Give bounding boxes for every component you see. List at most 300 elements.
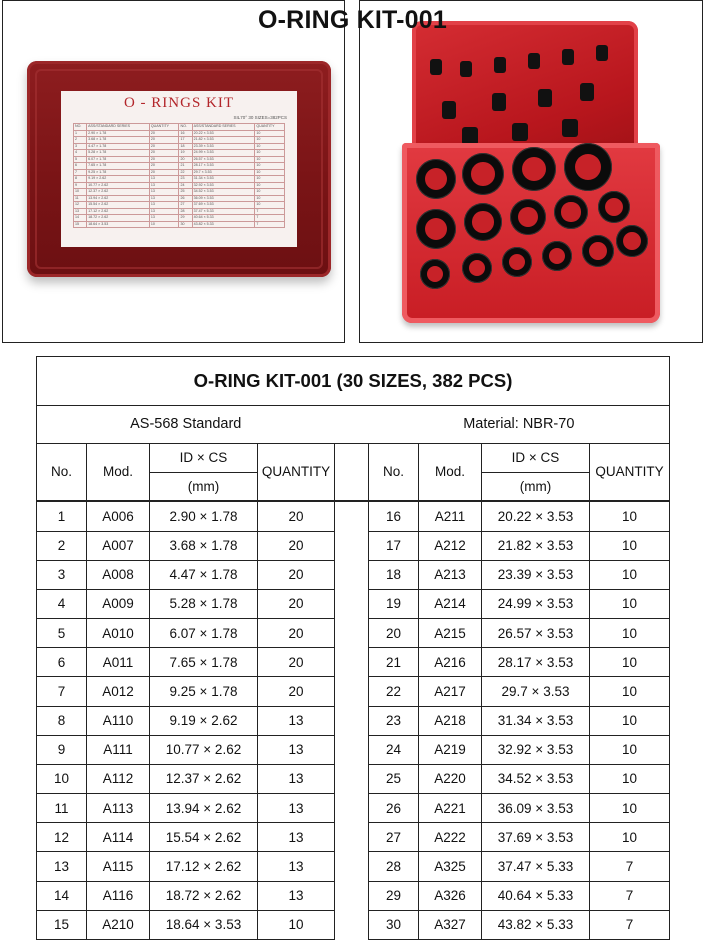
box-label-size: 37.69 × 3.53 <box>192 202 255 209</box>
row-no: 26 <box>369 794 419 823</box>
row-no: 11 <box>37 794 87 823</box>
row-no: 27 <box>369 823 419 852</box>
case-tray <box>402 143 660 323</box>
row-no: 1 <box>37 501 87 531</box>
box-label-header: ASS/STANDARD SERIES <box>192 124 255 131</box>
column-gap <box>335 910 369 939</box>
row-size: 32.92 × 3.53 <box>482 735 590 764</box>
row-quantity: 10 <box>590 648 670 677</box>
row-quantity: 10 <box>590 735 670 764</box>
box-label-no: 9 <box>74 182 87 189</box>
o-ring <box>502 247 532 277</box>
row-mod: A116 <box>87 881 150 910</box>
row-mod: A010 <box>87 619 150 648</box>
box-label-no: 19 <box>179 150 192 157</box>
row-mod: A115 <box>87 852 150 881</box>
ring-clip <box>528 53 540 69</box>
box-label-no: 28 <box>179 208 192 215</box>
row-no: 18 <box>369 560 419 589</box>
row-no: 7 <box>37 677 87 706</box>
row-mod: A008 <box>87 560 150 589</box>
row-no: 14 <box>37 881 87 910</box>
box-label-qty: 10 <box>255 163 285 170</box>
row-no: 3 <box>37 560 87 589</box>
row-no: 12 <box>37 823 87 852</box>
header-unit: (mm) <box>482 472 590 501</box>
row-quantity: 10 <box>590 794 670 823</box>
header-quantity: QUANTITY <box>258 443 335 501</box>
row-size: 18.64 × 3.53 <box>150 910 258 939</box>
box-label-qty: 7 <box>255 208 285 215</box>
table-row <box>37 910 670 939</box>
open-kit-photo <box>359 0 703 343</box>
row-mod: A212 <box>419 531 482 560</box>
box-label-no: 4 <box>74 150 87 157</box>
box-label-no: 30 <box>179 221 192 228</box>
box-label-size: 13.94 × 2.62 <box>87 195 150 202</box>
box-label-size: 24.99 × 3.53 <box>192 150 255 157</box>
column-gap <box>335 648 369 677</box>
table-row <box>37 677 670 706</box>
table-row <box>37 531 670 560</box>
box-label-size: 12.37 × 2.62 <box>87 189 150 196</box>
ring-clip <box>460 61 472 77</box>
row-quantity: 20 <box>258 589 335 618</box>
box-label-size: 6.07 × 1.78 <box>87 156 150 163</box>
box-label-size: 29.7 × 3.53 <box>192 169 255 176</box>
ring-clip <box>580 83 594 101</box>
table-row <box>37 706 670 735</box>
row-mod: A114 <box>87 823 150 852</box>
row-no: 16 <box>369 501 419 531</box>
row-no: 4 <box>37 589 87 618</box>
box-label-qty: 13 <box>149 202 179 209</box>
box-label-qty: 10 <box>255 143 285 150</box>
o-ring <box>554 195 588 229</box>
material-label: Material: NBR-70 <box>369 406 670 443</box>
row-mod: A006 <box>87 501 150 531</box>
box-label-header: NO. <box>74 124 87 131</box>
box-label-size: 18.72 × 2.62 <box>87 215 150 222</box>
row-mod: A011 <box>87 648 150 677</box>
column-gap <box>335 823 369 852</box>
o-ring <box>582 235 614 267</box>
box-label-qty: 10 <box>255 137 285 144</box>
o-ring <box>542 241 572 271</box>
row-quantity: 10 <box>590 619 670 648</box>
row-mod: A326 <box>419 881 482 910</box>
box-label-no: 25 <box>179 189 192 196</box>
row-quantity: 10 <box>590 706 670 735</box>
column-gap <box>335 881 369 910</box>
row-size: 26.57 × 3.53 <box>482 619 590 648</box>
header-mod: Mod. <box>87 443 150 501</box>
box-label-size: 20.22 × 3.53 <box>192 130 255 137</box>
row-size: 21.82 × 3.53 <box>482 531 590 560</box>
box-label-size: 2.90 × 1.78 <box>87 130 150 137</box>
row-no: 13 <box>37 852 87 881</box>
box-label-header: NO. <box>179 124 192 131</box>
box-label-qty: 7 <box>255 221 285 228</box>
row-size: 28.17 × 3.53 <box>482 648 590 677</box>
row-quantity: 13 <box>258 764 335 793</box>
row-size: 36.09 × 3.53 <box>482 794 590 823</box>
row-mod: A211 <box>419 501 482 531</box>
row-mod: A210 <box>87 910 150 939</box>
row-mod: A327 <box>419 910 482 939</box>
box-label-no: 15 <box>74 221 87 228</box>
page-title: O-RING KIT-001 <box>258 6 447 34</box>
ring-clip <box>562 49 574 65</box>
box-label-qty: 13 <box>149 195 179 202</box>
box-label-no: 17 <box>179 137 192 144</box>
row-size: 7.65 × 1.78 <box>150 648 258 677</box>
box-label-no: 27 <box>179 202 192 209</box>
box-label <box>61 91 297 247</box>
row-size: 18.72 × 2.62 <box>150 881 258 910</box>
table-row <box>37 823 670 852</box>
row-size: 9.25 × 1.78 <box>150 677 258 706</box>
row-no: 19 <box>369 589 419 618</box>
box-label-size: 9.25 × 1.78 <box>87 169 150 176</box>
row-quantity: 13 <box>258 881 335 910</box>
box-label-header: QUANTITY <box>149 124 179 131</box>
row-quantity: 20 <box>258 619 335 648</box>
box-label-no: 1 <box>74 130 87 137</box>
column-gap <box>335 619 369 648</box>
row-quantity: 20 <box>258 560 335 589</box>
case-lid <box>412 21 638 151</box>
ring-clip <box>512 123 528 141</box>
row-quantity: 10 <box>258 910 335 939</box>
row-mod: A012 <box>87 677 150 706</box>
box-label-size: 37.47 × 5.33 <box>192 208 255 215</box>
row-size: 31.34 × 3.53 <box>482 706 590 735</box>
open-case <box>402 21 660 326</box>
row-mod: A325 <box>419 852 482 881</box>
row-no: 24 <box>369 735 419 764</box>
box-label-no: 21 <box>179 163 192 170</box>
row-size: 9.19 × 2.62 <box>150 706 258 735</box>
o-ring <box>416 159 456 199</box>
o-ring <box>462 153 504 195</box>
box-label-no: 7 <box>74 169 87 176</box>
box-label-qty: 10 <box>255 189 285 196</box>
row-size: 17.12 × 2.62 <box>150 852 258 881</box>
row-mod: A009 <box>87 589 150 618</box>
column-gap <box>335 794 369 823</box>
column-gap <box>335 589 369 618</box>
column-gap <box>335 764 369 793</box>
column-gap <box>335 852 369 881</box>
box-label-header: ASS/STANDARD SERIES <box>87 124 150 131</box>
box-label-qty: 13 <box>149 208 179 215</box>
ring-clip <box>562 119 578 137</box>
row-mod: A221 <box>419 794 482 823</box>
box-label-qty: 13 <box>149 189 179 196</box>
box-label-no: 12 <box>74 202 87 209</box>
o-ring <box>420 259 450 289</box>
table-row <box>37 619 670 648</box>
row-mod: A113 <box>87 794 150 823</box>
row-no: 6 <box>37 648 87 677</box>
o-ring <box>464 203 502 241</box>
box-label-qty: 20 <box>149 163 179 170</box>
row-no: 22 <box>369 677 419 706</box>
box-label-size: 18.64 × 3.53 <box>87 221 150 228</box>
box-label-size: 23.39 × 3.53 <box>192 143 255 150</box>
row-quantity: 13 <box>258 823 335 852</box>
row-quantity: 7 <box>590 910 670 939</box>
row-size: 37.47 × 5.33 <box>482 852 590 881</box>
column-gap <box>335 531 369 560</box>
table-row <box>37 881 670 910</box>
header-unit: (mm) <box>150 472 258 501</box>
box-label-no: 24 <box>179 182 192 189</box>
row-size: 12.37 × 2.62 <box>150 764 258 793</box>
box-label-qty: 10 <box>149 221 179 228</box>
column-gap <box>335 706 369 735</box>
closed-case <box>27 61 331 277</box>
row-no: 29 <box>369 881 419 910</box>
header-no: No. <box>369 443 419 501</box>
table-row <box>37 648 670 677</box>
row-size: 20.22 × 3.53 <box>482 501 590 531</box>
row-size: 10.77 × 2.62 <box>150 735 258 764</box>
box-label-size: 21.82 × 3.53 <box>192 137 255 144</box>
row-no: 15 <box>37 910 87 939</box>
ring-clip <box>538 89 552 107</box>
box-label-row <box>74 221 285 228</box>
standard-label: AS-568 Standard <box>37 406 335 443</box>
box-label-qty: 13 <box>149 215 179 222</box>
row-no: 28 <box>369 852 419 881</box>
row-quantity: 10 <box>590 560 670 589</box>
table-row <box>37 735 670 764</box>
row-size: 2.90 × 1.78 <box>150 501 258 531</box>
row-mod: A007 <box>87 531 150 560</box>
header-size: ID × CS <box>482 443 590 472</box>
box-label-no: 22 <box>179 169 192 176</box>
box-label-no: 14 <box>74 215 87 222</box>
box-label-no: 8 <box>74 176 87 183</box>
box-label-size: 31.34 × 3.53 <box>192 176 255 183</box>
box-label-qty: 10 <box>255 202 285 209</box>
table-title: O-RING KIT-001 (30 SIZES, 382 PCS) <box>37 357 670 406</box>
row-no: 20 <box>369 619 419 648</box>
row-mod: A215 <box>419 619 482 648</box>
row-no: 23 <box>369 706 419 735</box>
o-ring <box>510 199 546 235</box>
table-row <box>37 852 670 881</box>
row-quantity: 13 <box>258 852 335 881</box>
box-label-qty: 10 <box>255 169 285 176</box>
o-ring <box>512 147 556 191</box>
box-label-qty: 20 <box>149 137 179 144</box>
o-ring <box>416 209 456 249</box>
box-label-subtitle: SIL70° 30 SIZES=382PCS <box>233 115 287 120</box>
box-label-size: 7.65 × 1.78 <box>87 163 150 170</box>
box-label-qty: 20 <box>149 130 179 137</box>
box-label-no: 2 <box>74 137 87 144</box>
box-label-size: 15.54 × 2.62 <box>87 202 150 209</box>
box-label-size: 34.52 × 3.53 <box>192 189 255 196</box>
row-quantity: 10 <box>590 823 670 852</box>
box-label-size: 32.92 × 3.53 <box>192 182 255 189</box>
row-size: 6.07 × 1.78 <box>150 619 258 648</box>
table-row <box>37 794 670 823</box>
header-quantity: QUANTITY <box>590 443 670 501</box>
row-mod: A220 <box>419 764 482 793</box>
row-size: 3.68 × 1.78 <box>150 531 258 560</box>
row-size: 13.94 × 2.62 <box>150 794 258 823</box>
o-ring <box>616 225 648 257</box>
box-label-no: 16 <box>179 130 192 137</box>
header-mod: Mod. <box>419 443 482 501</box>
row-size: 43.82 × 5.33 <box>482 910 590 939</box>
box-label-qty: 13 <box>149 176 179 183</box>
table-row <box>37 764 670 793</box>
box-label-no: 5 <box>74 156 87 163</box>
row-no: 8 <box>37 706 87 735</box>
table-row <box>37 501 670 531</box>
row-quantity: 13 <box>258 794 335 823</box>
box-label-title: O - RINGS KIT <box>123 95 235 111</box>
column-gap <box>335 560 369 589</box>
row-quantity: 10 <box>590 501 670 531</box>
box-label-size: 10.77 × 2.62 <box>87 182 150 189</box>
header-size: ID × CS <box>150 443 258 472</box>
closed-kit-photo <box>2 0 345 343</box>
spec-table <box>36 356 670 940</box>
row-quantity: 10 <box>590 764 670 793</box>
row-no: 21 <box>369 648 419 677</box>
row-mod: A218 <box>419 706 482 735</box>
box-label-no: 10 <box>74 189 87 196</box>
box-label-no: 11 <box>74 195 87 202</box>
header-no: No. <box>37 443 87 501</box>
row-size: 34.52 × 3.53 <box>482 764 590 793</box>
box-label-qty: 20 <box>149 150 179 157</box>
column-gap <box>335 443 369 501</box>
box-label-no: 18 <box>179 143 192 150</box>
box-label-no: 29 <box>179 215 192 222</box>
box-label-qty: 20 <box>149 143 179 150</box>
row-quantity: 10 <box>590 677 670 706</box>
ring-clip <box>442 101 456 119</box>
box-label-no: 23 <box>179 176 192 183</box>
box-label-qty: 10 <box>255 130 285 137</box>
box-label-qty: 20 <box>149 169 179 176</box>
subheader-spacer <box>335 406 369 443</box>
box-label-size: 9.19 × 2.62 <box>87 176 150 183</box>
box-label-size: 36.09 × 3.53 <box>192 195 255 202</box>
box-label-qty: 10 <box>255 182 285 189</box>
row-quantity: 20 <box>258 531 335 560</box>
table-row <box>37 589 670 618</box>
row-quantity: 10 <box>590 531 670 560</box>
box-label-size: 40.64 × 5.33 <box>192 215 255 222</box>
ring-clip <box>430 59 442 75</box>
row-quantity: 13 <box>258 735 335 764</box>
box-label-header: QUANTITY <box>255 124 285 131</box>
box-label-qty: 10 <box>255 195 285 202</box>
row-mod: A214 <box>419 589 482 618</box>
row-mod: A216 <box>419 648 482 677</box>
row-quantity: 20 <box>258 648 335 677</box>
box-label-size: 43.82 × 5.33 <box>192 221 255 228</box>
row-no: 5 <box>37 619 87 648</box>
box-label-no: 26 <box>179 195 192 202</box>
row-size: 15.54 × 2.62 <box>150 823 258 852</box>
box-label-table <box>73 123 285 228</box>
o-ring <box>598 191 630 223</box>
ring-clip <box>494 57 506 73</box>
row-size: 37.69 × 3.53 <box>482 823 590 852</box>
row-mod: A217 <box>419 677 482 706</box>
row-quantity: 7 <box>590 881 670 910</box>
row-mod: A219 <box>419 735 482 764</box>
box-label-size: 3.68 × 1.78 <box>87 137 150 144</box>
box-label-size: 26.57 × 3.53 <box>192 156 255 163</box>
box-label-no: 13 <box>74 208 87 215</box>
box-label-no: 3 <box>74 143 87 150</box>
box-label-size: 5.28 × 1.78 <box>87 150 150 157</box>
column-gap <box>335 501 369 531</box>
box-label-qty: 13 <box>149 182 179 189</box>
row-no: 9 <box>37 735 87 764</box>
ring-clip <box>596 45 608 61</box>
box-label-qty: 10 <box>255 156 285 163</box>
row-mod: A222 <box>419 823 482 852</box>
box-label-qty: 10 <box>255 150 285 157</box>
row-quantity: 10 <box>590 589 670 618</box>
row-mod: A111 <box>87 735 150 764</box>
box-label-qty: 10 <box>255 176 285 183</box>
row-no: 25 <box>369 764 419 793</box>
box-label-no: 20 <box>179 156 192 163</box>
row-mod: A112 <box>87 764 150 793</box>
row-no: 17 <box>369 531 419 560</box>
box-label-size: 17.12 × 2.62 <box>87 208 150 215</box>
row-size: 24.99 × 3.53 <box>482 589 590 618</box>
box-label-size: 28.17 × 3.53 <box>192 163 255 170</box>
row-no: 2 <box>37 531 87 560</box>
row-mod: A110 <box>87 706 150 735</box>
row-mod: A213 <box>419 560 482 589</box>
row-no: 30 <box>369 910 419 939</box>
row-no: 10 <box>37 764 87 793</box>
box-label-qty: 7 <box>255 215 285 222</box>
o-ring <box>462 253 492 283</box>
o-ring <box>564 143 612 191</box>
row-quantity: 20 <box>258 677 335 706</box>
row-size: 29.7 × 3.53 <box>482 677 590 706</box>
box-label-no: 6 <box>74 163 87 170</box>
column-gap <box>335 735 369 764</box>
row-size: 23.39 × 3.53 <box>482 560 590 589</box>
row-size: 5.28 × 1.78 <box>150 589 258 618</box>
box-label-qty: 20 <box>149 156 179 163</box>
box-label-size: 4.47 × 1.78 <box>87 143 150 150</box>
row-quantity: 7 <box>590 852 670 881</box>
table-row <box>37 560 670 589</box>
row-size: 40.64 × 5.33 <box>482 881 590 910</box>
row-quantity: 13 <box>258 706 335 735</box>
row-quantity: 20 <box>258 501 335 531</box>
ring-clip <box>492 93 506 111</box>
column-gap <box>335 677 369 706</box>
